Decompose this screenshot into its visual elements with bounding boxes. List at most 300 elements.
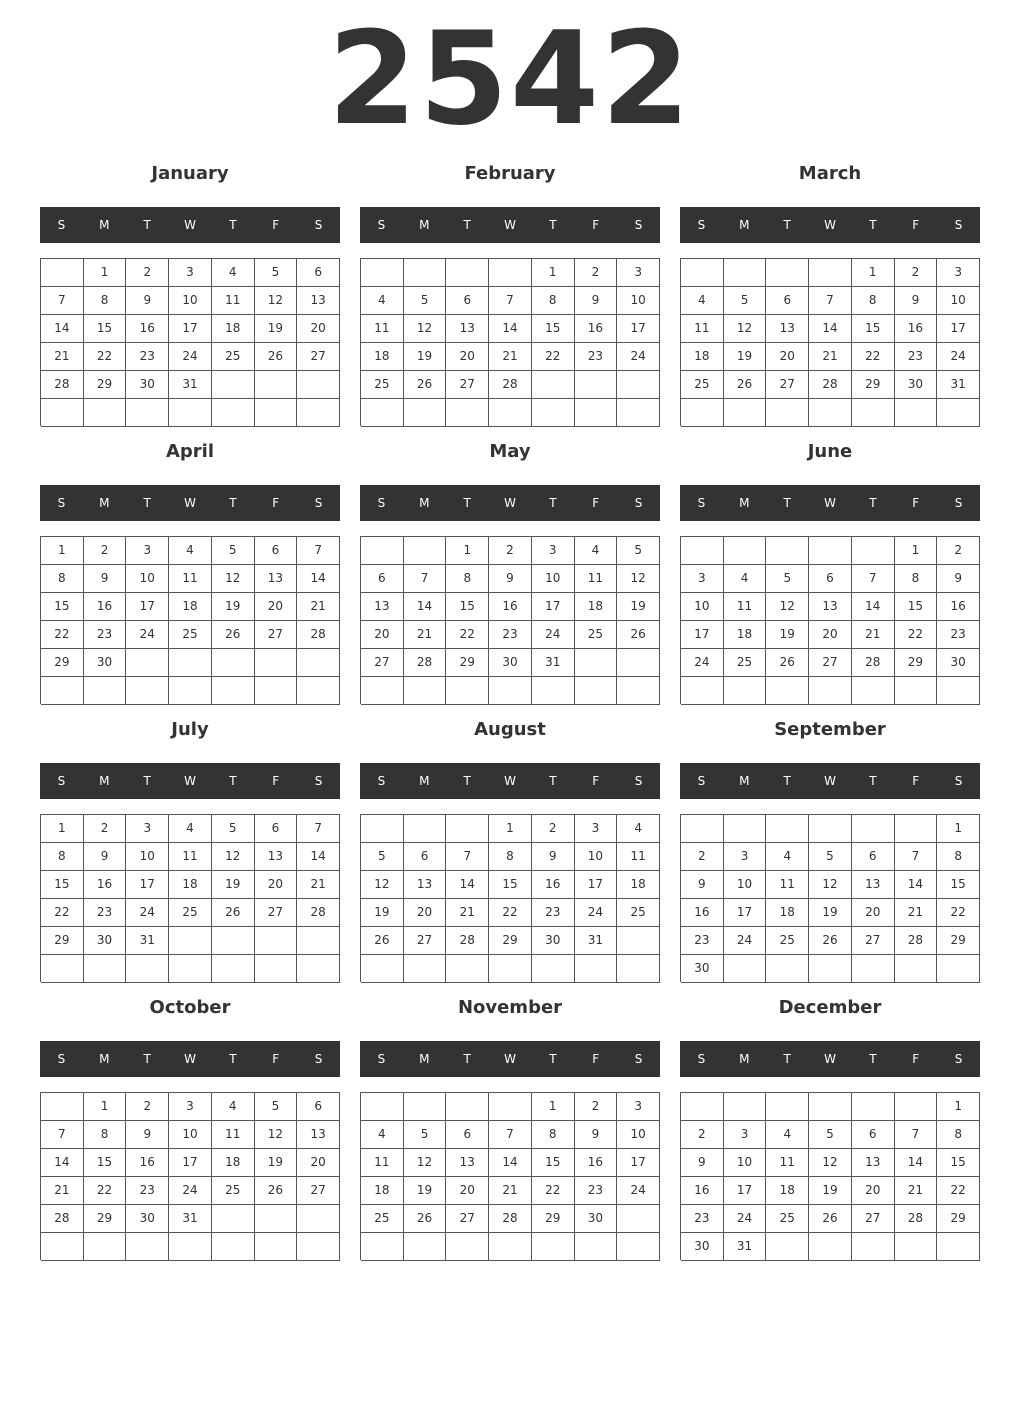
day-cell: 16	[681, 899, 724, 927]
day-cell: 15	[489, 871, 532, 899]
day-cell: 3	[575, 815, 618, 843]
day-cell	[255, 1233, 298, 1261]
day-cell: 20	[766, 343, 809, 371]
day-cell: 28	[446, 927, 489, 955]
day-cell: 22	[895, 621, 938, 649]
day-cell: 31	[724, 1233, 767, 1261]
weekday-label: S	[314, 774, 323, 788]
day-cell: 21	[297, 871, 340, 899]
day-cell	[169, 399, 212, 427]
day-cell: 18	[361, 343, 404, 371]
day-cell: 16	[575, 315, 618, 343]
day-cell: 11	[212, 287, 255, 315]
day-cell: 8	[895, 565, 938, 593]
day-cell: 7	[446, 843, 489, 871]
day-cell: 3	[724, 1121, 767, 1149]
day-cell	[895, 399, 938, 427]
day-cell: 10	[532, 565, 575, 593]
day-cell	[575, 649, 618, 677]
day-cell: 24	[169, 343, 212, 371]
weekday-header	[360, 1041, 660, 1077]
day-cell	[169, 1233, 212, 1261]
day-cell	[766, 1093, 809, 1121]
day-grid	[360, 814, 660, 982]
day-cell: 7	[297, 815, 340, 843]
day-cell: 26	[404, 371, 447, 399]
day-cell	[617, 927, 660, 955]
day-cell: 18	[212, 1149, 255, 1177]
day-cell: 18	[212, 315, 255, 343]
day-cell: 16	[489, 593, 532, 621]
day-cell: 2	[575, 1093, 618, 1121]
day-cell: 22	[532, 343, 575, 371]
day-cell	[895, 955, 938, 983]
weekday-header	[40, 1041, 340, 1077]
day-cell: 24	[724, 1205, 767, 1233]
day-cell: 7	[41, 1121, 84, 1149]
weekday-label: T	[463, 1052, 471, 1066]
weekday-label: F	[592, 1052, 600, 1066]
day-cell	[446, 955, 489, 983]
day-cell: 2	[489, 537, 532, 565]
day-cell	[575, 399, 618, 427]
weekday-label: W	[824, 774, 836, 788]
day-cell: 20	[255, 871, 298, 899]
day-cell: 6	[255, 815, 298, 843]
weekday-label: S	[57, 218, 66, 232]
day-cell: 25	[169, 621, 212, 649]
day-cell: 23	[126, 343, 169, 371]
day-cell	[575, 677, 618, 705]
day-cell: 9	[532, 843, 575, 871]
weekday-label: S	[697, 1052, 706, 1066]
day-cell: 29	[84, 1205, 127, 1233]
day-cell	[809, 537, 852, 565]
weekday-label: T	[549, 496, 557, 510]
day-cell: 22	[937, 1177, 980, 1205]
day-cell	[212, 1233, 255, 1261]
day-cell: 1	[852, 259, 895, 287]
day-cell: 6	[404, 843, 447, 871]
day-cell: 21	[446, 899, 489, 927]
day-cell	[489, 677, 532, 705]
day-cell: 5	[617, 537, 660, 565]
day-cell: 22	[84, 343, 127, 371]
day-cell: 25	[681, 371, 724, 399]
day-cell: 1	[489, 815, 532, 843]
weekday-label: T	[229, 774, 237, 788]
day-cell: 5	[766, 565, 809, 593]
weekday-label: S	[377, 496, 386, 510]
day-cell: 22	[84, 1177, 127, 1205]
day-cell	[41, 677, 84, 705]
day-cell: 20	[809, 621, 852, 649]
day-cell: 22	[852, 343, 895, 371]
day-cell: 7	[41, 287, 84, 315]
day-cell: 13	[361, 593, 404, 621]
day-cell: 17	[681, 621, 724, 649]
day-cell: 21	[41, 343, 84, 371]
day-cell: 25	[617, 899, 660, 927]
day-cell	[852, 677, 895, 705]
weekday-label: M	[739, 774, 750, 788]
day-cell: 27	[766, 371, 809, 399]
day-cell	[532, 955, 575, 983]
day-cell: 11	[361, 315, 404, 343]
day-cell: 15	[84, 315, 127, 343]
day-cell	[297, 1233, 340, 1261]
day-cell: 25	[361, 371, 404, 399]
day-cell: 21	[404, 621, 447, 649]
day-cell: 29	[852, 371, 895, 399]
day-cell	[255, 927, 298, 955]
day-cell	[84, 1233, 127, 1261]
day-cell: 31	[169, 371, 212, 399]
day-cell: 8	[41, 843, 84, 871]
day-cell: 25	[212, 1177, 255, 1205]
day-grid	[40, 258, 340, 426]
day-cell: 30	[84, 649, 127, 677]
day-cell	[852, 955, 895, 983]
day-cell: 30	[489, 649, 532, 677]
month-5	[680, 436, 980, 704]
day-cell	[617, 1205, 660, 1233]
day-cell	[446, 399, 489, 427]
month-10	[360, 992, 660, 1260]
day-cell: 26	[617, 621, 660, 649]
weekday-label: M	[419, 496, 430, 510]
day-cell: 25	[361, 1205, 404, 1233]
weekday-label: W	[184, 774, 196, 788]
day-cell: 20	[852, 899, 895, 927]
day-cell: 13	[446, 315, 489, 343]
day-cell: 21	[489, 1177, 532, 1205]
weekday-label: S	[57, 496, 66, 510]
day-cell	[41, 1233, 84, 1261]
day-cell	[297, 1205, 340, 1233]
day-cell: 12	[617, 565, 660, 593]
day-cell	[809, 399, 852, 427]
weekday-label: W	[824, 218, 836, 232]
day-cell: 20	[446, 343, 489, 371]
day-cell: 19	[404, 343, 447, 371]
day-cell: 24	[617, 343, 660, 371]
day-cell: 5	[809, 843, 852, 871]
day-cell: 14	[41, 315, 84, 343]
day-cell: 11	[617, 843, 660, 871]
day-cell: 10	[724, 871, 767, 899]
weekday-label: T	[463, 218, 471, 232]
day-cell: 13	[852, 1149, 895, 1177]
day-cell	[126, 649, 169, 677]
weekday-label: S	[634, 496, 643, 510]
month-name: November	[457, 997, 563, 1018]
day-cell: 25	[766, 927, 809, 955]
weekday-label: M	[99, 496, 110, 510]
day-cell: 16	[895, 315, 938, 343]
weekday-label: M	[739, 218, 750, 232]
day-cell: 15	[895, 593, 938, 621]
day-cell: 4	[212, 1093, 255, 1121]
day-cell: 17	[937, 315, 980, 343]
weekday-label: F	[912, 1052, 920, 1066]
weekday-label: T	[143, 774, 151, 788]
day-cell: 2	[126, 1093, 169, 1121]
day-cell: 23	[84, 621, 127, 649]
day-cell: 14	[297, 565, 340, 593]
weekday-label: S	[314, 218, 323, 232]
day-cell	[446, 1093, 489, 1121]
day-cell: 6	[255, 537, 298, 565]
day-cell: 4	[169, 537, 212, 565]
day-cell: 8	[446, 565, 489, 593]
weekday-header	[680, 485, 980, 521]
day-cell: 22	[489, 899, 532, 927]
day-cell: 25	[724, 649, 767, 677]
weekday-label: S	[377, 774, 386, 788]
day-cell: 20	[852, 1177, 895, 1205]
weekday-label: S	[954, 218, 963, 232]
day-cell: 14	[404, 593, 447, 621]
day-cell	[532, 399, 575, 427]
day-cell: 3	[169, 1093, 212, 1121]
month-name: August	[474, 719, 546, 740]
day-cell: 5	[724, 287, 767, 315]
day-cell	[361, 955, 404, 983]
day-cell	[404, 399, 447, 427]
day-cell: 24	[169, 1177, 212, 1205]
weekday-label: S	[314, 1052, 323, 1066]
day-cell: 28	[895, 1205, 938, 1233]
day-cell: 22	[446, 621, 489, 649]
day-cell: 5	[404, 287, 447, 315]
weekday-label: W	[184, 218, 196, 232]
day-cell	[724, 815, 767, 843]
day-cell: 23	[84, 899, 127, 927]
day-cell: 2	[84, 537, 127, 565]
day-cell: 13	[255, 565, 298, 593]
day-cell: 16	[126, 315, 169, 343]
day-cell: 9	[489, 565, 532, 593]
day-cell: 13	[297, 287, 340, 315]
day-cell: 12	[809, 1149, 852, 1177]
day-cell: 1	[895, 537, 938, 565]
month-8	[680, 714, 980, 982]
day-cell: 26	[809, 1205, 852, 1233]
day-cell: 16	[126, 1149, 169, 1177]
day-cell: 26	[255, 343, 298, 371]
day-cell: 10	[681, 593, 724, 621]
month-name: January	[151, 163, 229, 184]
day-cell: 22	[41, 899, 84, 927]
day-cell: 8	[84, 287, 127, 315]
weekday-label: F	[912, 496, 920, 510]
weekday-header	[360, 207, 660, 243]
day-cell: 2	[895, 259, 938, 287]
day-cell: 23	[532, 899, 575, 927]
day-grid	[680, 258, 980, 426]
day-cell: 12	[766, 593, 809, 621]
weekday-header	[680, 1041, 980, 1077]
day-cell: 5	[212, 537, 255, 565]
day-cell	[489, 955, 532, 983]
day-cell: 14	[895, 871, 938, 899]
day-cell: 23	[126, 1177, 169, 1205]
day-cell: 2	[84, 815, 127, 843]
day-cell	[681, 1093, 724, 1121]
weekday-label: T	[143, 496, 151, 510]
weekday-label: T	[463, 496, 471, 510]
day-cell	[724, 1093, 767, 1121]
day-cell: 17	[169, 1149, 212, 1177]
month-7	[360, 714, 660, 982]
day-cell	[724, 955, 767, 983]
day-cell: 24	[937, 343, 980, 371]
day-cell: 11	[766, 1149, 809, 1177]
day-cell: 1	[41, 815, 84, 843]
day-cell: 10	[169, 287, 212, 315]
day-cell: 2	[681, 843, 724, 871]
day-cell: 28	[297, 621, 340, 649]
day-cell: 20	[361, 621, 404, 649]
day-cell	[766, 537, 809, 565]
month-9	[40, 992, 340, 1260]
day-cell: 15	[41, 871, 84, 899]
day-cell	[681, 537, 724, 565]
day-cell: 16	[532, 871, 575, 899]
month-name: October	[149, 997, 231, 1018]
day-cell: 10	[575, 843, 618, 871]
day-cell	[766, 259, 809, 287]
day-cell: 26	[255, 1177, 298, 1205]
month-name: March	[798, 163, 862, 184]
month-0	[40, 158, 340, 426]
day-cell	[809, 1233, 852, 1261]
day-cell: 22	[937, 899, 980, 927]
day-cell: 7	[895, 843, 938, 871]
month-name: June	[807, 441, 853, 462]
day-cell: 29	[446, 649, 489, 677]
day-cell	[446, 259, 489, 287]
day-grid	[40, 1092, 340, 1260]
day-cell	[617, 677, 660, 705]
day-cell: 10	[126, 843, 169, 871]
day-cell	[255, 371, 298, 399]
weekday-label: F	[272, 1052, 280, 1066]
day-cell: 15	[937, 1149, 980, 1177]
weekday-label: F	[912, 218, 920, 232]
weekday-label: W	[184, 1052, 196, 1066]
day-cell: 30	[126, 1205, 169, 1233]
day-cell: 30	[937, 649, 980, 677]
day-cell: 25	[575, 621, 618, 649]
day-cell: 16	[937, 593, 980, 621]
day-cell: 7	[297, 537, 340, 565]
day-grid	[360, 1092, 660, 1260]
day-cell: 28	[489, 371, 532, 399]
day-cell	[297, 677, 340, 705]
day-cell	[446, 1233, 489, 1261]
day-cell	[446, 815, 489, 843]
weekday-label: F	[272, 218, 280, 232]
weekday-label: S	[634, 774, 643, 788]
day-cell: 8	[852, 287, 895, 315]
day-cell: 7	[489, 1121, 532, 1149]
day-cell: 23	[681, 1205, 724, 1233]
day-cell: 7	[895, 1121, 938, 1149]
weekday-label: T	[783, 218, 791, 232]
day-cell	[361, 1093, 404, 1121]
day-cell: 17	[532, 593, 575, 621]
day-grid	[40, 536, 340, 704]
weekday-header	[680, 763, 980, 799]
day-cell: 2	[532, 815, 575, 843]
day-cell	[212, 371, 255, 399]
day-cell: 25	[766, 1205, 809, 1233]
day-cell: 24	[681, 649, 724, 677]
day-cell: 15	[852, 315, 895, 343]
day-cell: 5	[255, 1093, 298, 1121]
day-cell	[937, 677, 980, 705]
day-cell	[937, 399, 980, 427]
day-cell	[809, 955, 852, 983]
day-cell	[724, 259, 767, 287]
day-cell: 11	[724, 593, 767, 621]
day-cell	[84, 955, 127, 983]
day-cell: 3	[169, 259, 212, 287]
day-cell	[575, 955, 618, 983]
day-cell	[681, 815, 724, 843]
day-cell	[617, 955, 660, 983]
day-cell: 4	[681, 287, 724, 315]
day-cell: 3	[617, 259, 660, 287]
weekday-label: S	[697, 496, 706, 510]
day-cell	[404, 259, 447, 287]
day-cell: 21	[297, 593, 340, 621]
day-cell: 12	[809, 871, 852, 899]
day-cell: 23	[575, 1177, 618, 1205]
day-cell	[724, 399, 767, 427]
day-cell	[617, 1233, 660, 1261]
day-cell: 4	[617, 815, 660, 843]
day-cell	[575, 1233, 618, 1261]
day-grid	[680, 814, 980, 982]
weekday-label: T	[783, 1052, 791, 1066]
day-cell: 4	[766, 1121, 809, 1149]
weekday-label: F	[592, 774, 600, 788]
day-cell: 12	[361, 871, 404, 899]
day-cell: 1	[84, 1093, 127, 1121]
month-2	[680, 158, 980, 426]
weekday-label: F	[272, 496, 280, 510]
months-grid	[40, 158, 980, 1260]
weekday-label: F	[912, 774, 920, 788]
day-cell: 12	[255, 287, 298, 315]
day-cell: 30	[895, 371, 938, 399]
day-cell	[404, 1233, 447, 1261]
weekday-header	[40, 763, 340, 799]
day-cell: 24	[126, 621, 169, 649]
day-cell: 3	[681, 565, 724, 593]
day-cell: 18	[169, 871, 212, 899]
day-cell: 14	[895, 1149, 938, 1177]
day-cell: 29	[895, 649, 938, 677]
day-cell	[212, 955, 255, 983]
day-cell: 18	[169, 593, 212, 621]
day-cell	[126, 677, 169, 705]
day-cell	[852, 537, 895, 565]
day-cell: 4	[575, 537, 618, 565]
